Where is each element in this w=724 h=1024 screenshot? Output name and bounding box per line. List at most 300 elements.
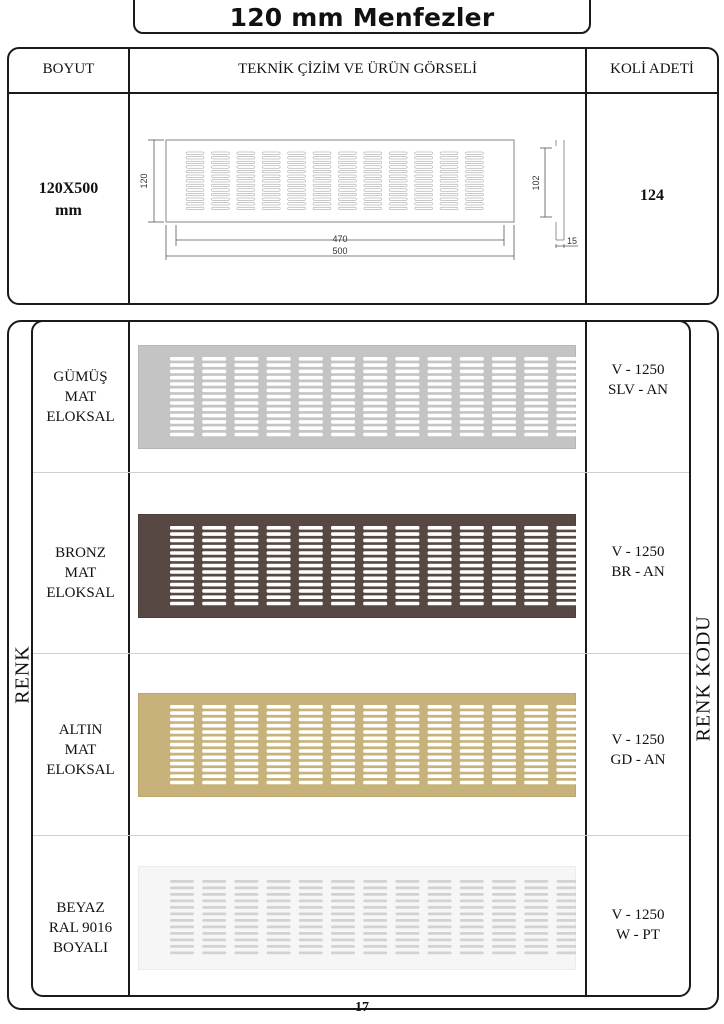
vent-slot — [524, 570, 548, 574]
vent-slot — [395, 887, 419, 890]
vent-slot — [299, 408, 323, 412]
vent-slot — [556, 363, 576, 367]
color-name-line: BRONZ — [55, 545, 106, 561]
vent-slot — [331, 781, 355, 785]
vent-slot — [234, 887, 258, 890]
vent-slot — [267, 705, 291, 709]
header-box-qty: KOLİ ADETİ — [610, 61, 694, 77]
vent-slot — [524, 595, 548, 599]
vent-slot — [234, 414, 258, 418]
vent-slot — [395, 395, 419, 399]
vent-slot — [428, 939, 452, 942]
vent-slot — [492, 913, 516, 916]
vent-slot — [234, 539, 258, 543]
vent-slot — [234, 939, 258, 942]
vent-slot — [460, 363, 484, 367]
vent-slot — [267, 357, 291, 361]
vent-slot — [492, 395, 516, 399]
vent-slot — [460, 724, 484, 728]
vent-slot — [267, 781, 291, 785]
vent-slot — [428, 433, 452, 437]
color-code-silver — [587, 360, 689, 400]
vent-slot — [395, 718, 419, 722]
vent-slot — [428, 370, 452, 374]
vent-slot — [234, 926, 258, 929]
vent-slot — [492, 887, 516, 890]
vent-slot — [202, 545, 226, 549]
vent-slot — [556, 900, 576, 903]
vent-slot — [202, 583, 226, 587]
vent-slot — [492, 570, 516, 574]
vent-slot — [556, 589, 576, 593]
color-code-line: W - PT — [616, 927, 660, 943]
vent-slot — [492, 420, 516, 424]
vent-slot — [492, 583, 516, 587]
vent-slot — [299, 880, 323, 883]
vent-slot — [363, 932, 387, 935]
vent-slot — [492, 939, 516, 942]
vent-slot — [363, 595, 387, 599]
vent-slot — [395, 570, 419, 574]
color-code-line: GD - AN — [610, 752, 666, 768]
box-qty-value: 124 — [640, 187, 664, 204]
vent-slot — [331, 913, 355, 916]
vent-slot — [460, 426, 484, 430]
vent-slot — [395, 382, 419, 386]
vent-slot — [299, 382, 323, 386]
vent-slot — [234, 932, 258, 935]
vent-slot — [395, 906, 419, 909]
vent-slot — [395, 711, 419, 715]
vent-slot — [331, 589, 355, 593]
vent-slot — [395, 945, 419, 948]
vent-slot — [524, 414, 548, 418]
vent-slot — [524, 711, 548, 715]
drawing-outer-width-label: 500 — [332, 246, 348, 256]
vent-slot — [524, 718, 548, 722]
vent-slot — [331, 906, 355, 909]
vent-slot — [331, 363, 355, 367]
vent-slot — [428, 545, 452, 549]
vent-slot — [234, 420, 258, 424]
color-name-line: ELOKSAL — [46, 585, 115, 601]
vent-slot — [170, 730, 194, 734]
spec-col-divider-2 — [585, 47, 587, 305]
vent-slot — [170, 551, 194, 555]
vent-slot — [267, 774, 291, 778]
vent-slot — [331, 539, 355, 543]
vent-slot — [428, 602, 452, 606]
vent-slot — [234, 595, 258, 599]
vent-slot — [524, 382, 548, 386]
row-separator-1 — [33, 472, 689, 473]
vent-slot — [331, 414, 355, 418]
vent-slot — [202, 551, 226, 555]
vent-slot — [170, 370, 194, 374]
vent-slot — [234, 762, 258, 766]
vent-slot — [395, 749, 419, 753]
vent-slot — [395, 880, 419, 883]
vent-slot — [363, 762, 387, 766]
vent-slot — [331, 370, 355, 374]
vent-slot — [524, 743, 548, 747]
vent-slot — [460, 774, 484, 778]
color-code-line: BR - AN — [611, 564, 665, 580]
color-section-label: RENK — [11, 645, 34, 704]
vent-slot — [170, 376, 194, 380]
vent-slot — [202, 433, 226, 437]
vent-slot — [234, 376, 258, 380]
vent-slot — [556, 376, 576, 380]
vent-slot — [395, 433, 419, 437]
vent-slot — [170, 408, 194, 412]
vent-slot — [299, 711, 323, 715]
vent-slot — [460, 762, 484, 766]
vent-slot — [202, 913, 226, 916]
vent-slot — [524, 705, 548, 709]
vent-slot — [331, 718, 355, 722]
vent-slot — [170, 880, 194, 883]
color-code-bronze — [587, 542, 689, 582]
vent-slot — [524, 420, 548, 424]
vent-slot — [395, 551, 419, 555]
vent-slot — [395, 893, 419, 896]
vent-slot — [556, 570, 576, 574]
vent-slot — [556, 737, 576, 741]
vent-slot — [170, 564, 194, 568]
vent-slot — [524, 583, 548, 587]
page-number: 17 — [355, 1000, 369, 1015]
vent-slot — [234, 768, 258, 772]
vent-slot — [460, 893, 484, 896]
vent-slot — [460, 705, 484, 709]
vent-slot — [460, 749, 484, 753]
vent-slot — [299, 357, 323, 361]
vent-slot — [234, 756, 258, 760]
vent-slot — [267, 389, 291, 393]
vent-slot — [492, 762, 516, 766]
drawing-height-label: 120 — [139, 173, 149, 189]
vent-slot — [395, 705, 419, 709]
vent-slot — [524, 887, 548, 890]
vent-slot — [524, 900, 548, 903]
vent-slot — [234, 408, 258, 412]
vent-slot — [395, 389, 419, 393]
header-size: BOYUT — [42, 61, 95, 77]
vent-slot — [556, 357, 576, 361]
vent-slot — [234, 401, 258, 405]
vent-slot — [428, 887, 452, 890]
vent-slot — [428, 595, 452, 599]
vent-slot — [460, 583, 484, 587]
vent-slot — [460, 602, 484, 606]
vent-slot — [331, 705, 355, 709]
vent-slot — [395, 737, 419, 741]
vent-slot — [202, 602, 226, 606]
vent-slot — [492, 426, 516, 430]
vent-slot — [428, 539, 452, 543]
vent-slot — [492, 919, 516, 922]
vent-slot — [524, 551, 548, 555]
vent-slot — [202, 401, 226, 405]
vent-slot — [234, 919, 258, 922]
vent-slot — [202, 768, 226, 772]
vent-slot — [460, 408, 484, 412]
vent-slot — [556, 774, 576, 778]
swatch-gold — [138, 693, 576, 797]
vent-slot — [299, 887, 323, 890]
vent-slot — [556, 433, 576, 437]
vent-slot — [556, 389, 576, 393]
vent-slot — [299, 945, 323, 948]
vent-slot — [234, 532, 258, 536]
vent-slot — [395, 919, 419, 922]
vent-slot — [267, 583, 291, 587]
vent-slot — [234, 711, 258, 715]
vent-slot — [267, 952, 291, 955]
vent-slot — [299, 602, 323, 606]
vent-slot — [234, 363, 258, 367]
vent-slot — [234, 564, 258, 568]
vent-slot — [202, 564, 226, 568]
vent-slot — [395, 939, 419, 942]
vent-slot — [460, 526, 484, 530]
page-title: 120 mm Menfezler — [229, 2, 495, 32]
vent-slot — [524, 756, 548, 760]
vent-slot — [363, 919, 387, 922]
vent-slot — [524, 932, 548, 935]
vent-slot — [524, 768, 548, 772]
vent-slot — [234, 900, 258, 903]
vent-slot — [299, 952, 323, 955]
vent-slot — [363, 564, 387, 568]
vent-slot — [299, 762, 323, 766]
vent-slot — [267, 900, 291, 903]
vent-slot — [234, 730, 258, 734]
vent-slot — [460, 711, 484, 715]
vent-slot — [556, 577, 576, 581]
vent-slot — [556, 893, 576, 896]
vent-slot — [492, 595, 516, 599]
vent-slot — [170, 577, 194, 581]
vent-slot — [460, 357, 484, 361]
vent-slot — [267, 545, 291, 549]
vent-slot — [428, 570, 452, 574]
vent-slot — [395, 363, 419, 367]
vent-slot — [331, 551, 355, 555]
vent-slot — [428, 718, 452, 722]
vent-slot — [331, 749, 355, 753]
vent-slot — [202, 762, 226, 766]
vent-slot — [170, 945, 194, 948]
vent-slot — [299, 426, 323, 430]
vent-slot — [170, 743, 194, 747]
vent-slot — [460, 737, 484, 741]
color-col-divider-2 — [585, 320, 587, 997]
vent-slot — [234, 570, 258, 574]
vent-slot — [524, 749, 548, 753]
vent-slot — [267, 370, 291, 374]
vent-slot — [267, 887, 291, 890]
vent-slot — [395, 539, 419, 543]
color-code-line: V - 1250 — [611, 732, 665, 748]
vent-slot — [556, 730, 576, 734]
vent-slot — [556, 919, 576, 922]
vent-slot — [428, 913, 452, 916]
vent-slot — [170, 952, 194, 955]
vent-slot — [170, 570, 194, 574]
vent-slot — [202, 426, 226, 430]
vent-slot — [363, 743, 387, 747]
vent-slot — [460, 532, 484, 536]
vent-slot — [170, 926, 194, 929]
vent-slot — [170, 749, 194, 753]
vent-slot — [460, 539, 484, 543]
vent-slot — [492, 906, 516, 909]
vent-slot — [202, 743, 226, 747]
header-drawing: TEKNİK ÇİZİM VE ÜRÜN GÖRSELİ — [238, 61, 477, 77]
vent-slot — [170, 595, 194, 599]
vent-slot — [428, 919, 452, 922]
vent-slot — [524, 913, 548, 916]
vent-slot — [556, 583, 576, 587]
vent-slot — [170, 900, 194, 903]
vent-slot — [395, 357, 419, 361]
vent-slot — [331, 887, 355, 890]
color-name-line: MAT — [64, 565, 97, 581]
vent-slot — [395, 408, 419, 412]
vent-slot — [267, 539, 291, 543]
vent-slot — [299, 906, 323, 909]
vent-slot — [299, 705, 323, 709]
vent-slot — [170, 420, 194, 424]
vent-slot — [170, 756, 194, 760]
vent-slot — [395, 952, 419, 955]
vent-slot — [492, 401, 516, 405]
vent-slot — [460, 730, 484, 734]
vent-slot — [299, 589, 323, 593]
vent-slot — [363, 730, 387, 734]
vent-slot — [299, 595, 323, 599]
vent-slot — [395, 913, 419, 916]
vent-slot — [363, 945, 387, 948]
vent-slot — [267, 926, 291, 929]
vent-slot — [170, 382, 194, 386]
vent-slot — [556, 724, 576, 728]
vent-slot — [170, 893, 194, 896]
vent-slot — [524, 774, 548, 778]
vent-slot — [524, 939, 548, 942]
vent-slot — [234, 426, 258, 430]
vent-slot — [363, 526, 387, 530]
vent-slot — [556, 551, 576, 555]
vent-slot — [170, 768, 194, 772]
vent-slot — [492, 781, 516, 785]
vent-slot — [331, 762, 355, 766]
vent-slot — [428, 743, 452, 747]
vent-slot — [460, 756, 484, 760]
vent-slot — [395, 577, 419, 581]
vent-slot — [492, 952, 516, 955]
vent-slot — [363, 939, 387, 942]
vent-slot — [170, 737, 194, 741]
vent-slot — [299, 545, 323, 549]
vent-slot — [267, 363, 291, 367]
vent-slot — [267, 718, 291, 722]
vent-slot — [331, 401, 355, 405]
vent-slot — [556, 602, 576, 606]
vent-slot — [460, 880, 484, 883]
vent-slot — [234, 705, 258, 709]
vent-slot — [170, 363, 194, 367]
vent-slot — [363, 583, 387, 587]
vent-slot — [331, 433, 355, 437]
vent-slot — [460, 768, 484, 772]
vent-slot — [299, 737, 323, 741]
vent-slot — [170, 932, 194, 935]
vent-slot — [234, 774, 258, 778]
vent-slot — [331, 357, 355, 361]
vent-slot — [234, 781, 258, 785]
vent-slot — [556, 906, 576, 909]
vent-slot — [331, 602, 355, 606]
vent-slot — [267, 906, 291, 909]
vent-slot — [556, 395, 576, 399]
vent-slot — [299, 414, 323, 418]
vent-slot — [267, 426, 291, 430]
vent-slot — [363, 414, 387, 418]
vent-slot — [331, 952, 355, 955]
vent-slot — [299, 558, 323, 562]
vent-slot — [428, 408, 452, 412]
vent-slot — [299, 395, 323, 399]
vent-slot — [428, 705, 452, 709]
vent-slot — [428, 414, 452, 418]
vent-slot — [460, 718, 484, 722]
vent-slot — [428, 730, 452, 734]
vent-slot — [428, 426, 452, 430]
vent-slot — [460, 545, 484, 549]
vent-slot — [556, 718, 576, 722]
vent-slot — [492, 433, 516, 437]
vent-slot — [170, 781, 194, 785]
vent-slot — [267, 376, 291, 380]
vent-slot — [299, 768, 323, 772]
vent-slot — [428, 420, 452, 424]
vent-slot — [299, 433, 323, 437]
vent-slot — [556, 932, 576, 935]
vent-slot — [267, 913, 291, 916]
vent-slot — [331, 737, 355, 741]
vent-slot — [363, 382, 387, 386]
vent-slot — [524, 730, 548, 734]
vent-slot — [524, 389, 548, 393]
vent-slot — [524, 558, 548, 562]
vent-slot — [460, 551, 484, 555]
vent-slot — [460, 887, 484, 890]
color-name-bronze — [33, 543, 128, 603]
vent-slot — [428, 551, 452, 555]
vent-slot — [460, 570, 484, 574]
color-name-line: RAL 9016 — [48, 920, 113, 936]
vent-slot — [492, 718, 516, 722]
vent-slot — [460, 900, 484, 903]
vent-slot — [556, 887, 576, 890]
vent-slot — [363, 711, 387, 715]
vent-slot — [331, 768, 355, 772]
color-name-silver — [33, 367, 128, 427]
vent-slot — [395, 401, 419, 405]
